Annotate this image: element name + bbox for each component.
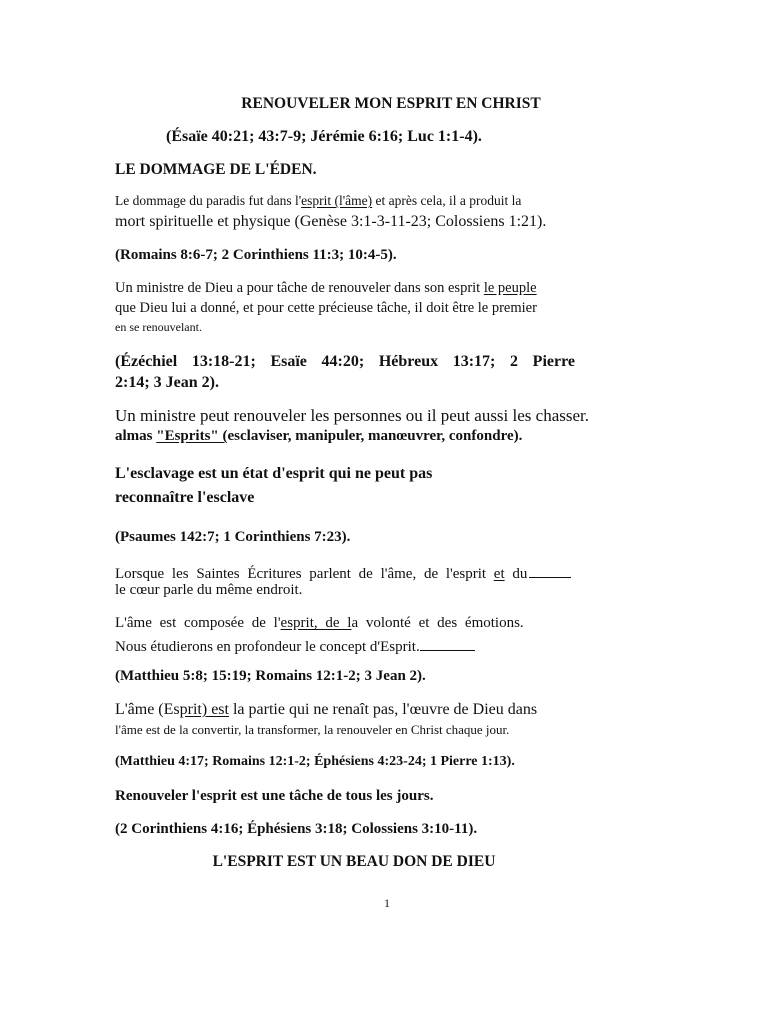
scripture-references: (Romains 8:6-7; 2 Corinthiens 11:3; 10:4-5). [115,247,397,263]
paragraph-line [115,615,524,632]
text-span: la partie qui ne renaît pas, l'œuvre de Dieu dans [228,701,538,718]
paragraph-line: l'âme est de la convertir, la transformer, la renouveler en Christ chaque jour. [115,722,510,737]
scripture-references: (Matthieu 5:8; 15:19; Romains 12:1-2; 3 Jean 2). [115,668,426,684]
text-span: Un ministre de Dieu a pour tâche de renouveler dans son esprit [115,280,484,296]
section-heading: LE DOMMAGE DE L'ÉDEN. [115,161,317,178]
blank-line [420,636,475,651]
scripture-references: 2:14; 3 Jean 2). [115,374,219,391]
scripture-references: (2 Corinthiens 4:16; Éphésiens 3:18; Colossiens 3:10-11). [115,821,478,837]
text-span: du [504,566,528,582]
underlined-text: le peuple [483,280,537,296]
section-heading: reconnaître l'esclave [115,489,255,506]
text-span: Le dommage du paradis fut dans l' [115,193,302,208]
scripture-references: (Matthieu 4:17; Romains 12:1-2; Éphésiens 4:23-24; 1 Pierre 1:13). [115,754,515,769]
underlined-text: prit) est [179,701,229,718]
paragraph-line [115,280,537,297]
text-span: esclaviser, manipuler, manœuvrer, confondre). [227,428,523,444]
underlined-text: "Esprits" ( [156,428,228,444]
text-span: et après cela, il a produit la [372,193,522,208]
paragraph-line: que Dieu lui a donné, et pour cette précieuse tâche, il doit être le premier [115,300,537,316]
section-heading: L'esclavage est un état d'esprit qui ne peut pas [115,465,433,482]
paragraph-line [115,193,521,209]
scripture-references: (Psaumes 142:7; 1 Corinthiens 7:23). [115,529,351,545]
document-title: RENOUVELER MON ESPRIT EN CHRIST [241,95,541,112]
text-span: L'âme est composée de l' [115,615,281,631]
paragraph-line: le cœur parle du même endroit. [115,582,303,598]
paragraph-line [115,701,537,719]
text-span: L'âme (Es [115,701,180,718]
key-statement: Renouveler l'esprit est une tâche de tous les jours. [115,788,434,804]
text-span: Lorsque les Saintes Écritures parlent de l'âme, de l'esprit [115,566,494,582]
paragraph-line [115,428,522,445]
paragraph-line: mort spirituelle et physique (Genèse 3:1-3-11-23; Colossiens 1:21). [115,213,547,230]
underlined-text: esprit, de l [280,615,352,631]
blank-line [529,563,571,578]
section-heading: L'ESPRIT EST UN BEAU DON DE DIEU [212,853,496,870]
underlined-text: esprit (l'âme) [301,193,373,208]
paragraph-line: Un ministre peut renouveler les personnes ou il peut aussi les chasser. [115,406,589,425]
paragraph-line: en se renouvelant. [115,320,202,334]
scripture-references: (Ésaïe 40:21; 43:7-9; Jérémie 6:16; Luc 1:1-4). [166,128,482,145]
text-span: almas [115,428,157,444]
text-span: a volonté et des émotions. [351,615,524,631]
text-span: Nous étudierons en profondeur le concept d'Esprit. [115,639,420,655]
page-number: 1 [384,896,390,910]
scripture-references: (Ézéchiel 13:18-21; Esaïe 44:20; Hébreux 13:17; 2 Pierre [115,353,575,370]
underlined-text: et [493,566,505,582]
paragraph-line [115,636,475,656]
paragraph-line [115,563,571,583]
